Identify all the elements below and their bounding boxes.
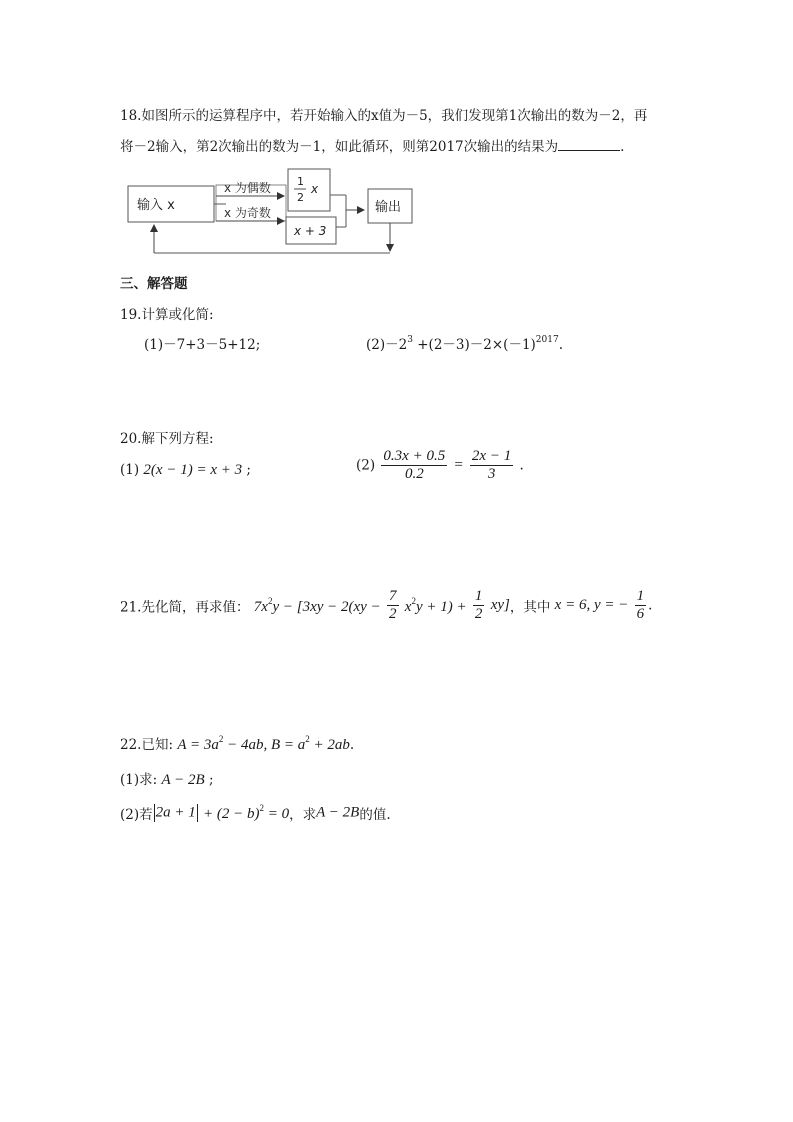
q22-def-c: + 2ab [313, 737, 350, 753]
q20-part2-right-num: 2x − 1 [471, 448, 512, 464]
q19-title: 19.计算或化简: [120, 307, 214, 323]
odd-label: x 为奇数 [224, 206, 271, 220]
q20-part2 [356, 448, 524, 483]
q21-f1-num: 7 [389, 588, 397, 604]
q21-fraction-7-2 [387, 588, 399, 623]
q20-part2-right-den: 3 [487, 466, 496, 482]
q22-title [120, 733, 354, 754]
q22-part2-expr: A − 2B [316, 804, 360, 821]
q21-f2-den: 2 [474, 606, 483, 622]
q22-def-b: − 4ab, B = a [227, 737, 306, 753]
answer-blank[interactable] [558, 136, 620, 151]
q20-part1-eq: 2(x − 1) = x + 3 [143, 462, 243, 478]
q21-line [120, 588, 652, 623]
q21-f1-den: 2 [389, 606, 397, 622]
q21-f3-num: 1 [636, 588, 645, 604]
section-title: 三、解答题 [120, 276, 188, 292]
q20-part2-label: (2) [356, 457, 376, 474]
q22-part2-abs: 2a + 1 [155, 804, 196, 821]
q21-e4: y + 1) + [415, 598, 467, 615]
q21-e2: y − [3xy − 2(xy − [272, 598, 381, 615]
q22-def-a: A = 3a [177, 737, 219, 753]
q20-part2-equals: = [453, 457, 464, 473]
q20-part1-end: ; [246, 462, 251, 478]
plus3-label: x + 3 [294, 224, 327, 238]
q19-part2-a: (2)－2 [366, 337, 408, 353]
input-box-label: 输入 x [137, 198, 175, 213]
q22-part1-end: ; [208, 772, 214, 788]
q22-part1-expr: A − 2B [161, 772, 205, 788]
q19-part2-exp1: 3 [407, 335, 413, 345]
q22-def-b-sup: 2 [305, 734, 310, 744]
half-num: 1 [297, 175, 304, 188]
q21-expr-part1 [253, 595, 381, 615]
q18-line2 [120, 135, 624, 155]
q19-part2-exp2: 2017 [535, 335, 559, 345]
output-box-label: 输出 [375, 200, 402, 215]
q18-line2-text: 将－2输入，第2次输出的数为－1，如此循环，则第2017次输出的结果为 [120, 139, 559, 155]
program-flowchart [118, 165, 418, 260]
q22-definitions [177, 734, 350, 753]
q22-part2-b: + (2 − b) [203, 806, 260, 822]
q19-part1: (1)－7+3－5+12; [144, 337, 261, 353]
abs-bar-right [197, 804, 198, 822]
q22-part1 [120, 768, 214, 789]
q18-line2-end: . [620, 139, 625, 155]
q22-part2-end: 的值. [359, 807, 391, 823]
q18-line1: 18.如图所示的运算程序中，若开始输入的x值为－5，我们发现第1次输出的数为－2，再 [120, 108, 648, 124]
q21-end: . [648, 597, 653, 614]
q20-part2-right-fraction [470, 448, 513, 483]
q21-e3: x [404, 598, 412, 615]
q21-expr-part2 [404, 595, 467, 615]
q19-part2-end: . [558, 337, 563, 353]
q21-fraction-1-2 [473, 588, 485, 623]
q22-title-prefix: 22.已知: [120, 737, 174, 753]
half-var: x [311, 182, 319, 196]
q22-part1-label: (1)求: [120, 772, 158, 788]
q19-part2-b: +(2－3)－2×(－1) [417, 337, 536, 353]
q22-def-a-sup: 2 [218, 734, 224, 744]
q20-title: 20.解下列方程: [120, 431, 214, 447]
q22-part2 [120, 803, 391, 823]
q20-part2-left-num: 0.3x + 0.5 [383, 448, 446, 464]
q22-part2-label: (2)若 [120, 807, 153, 823]
q20-part2-left-fraction [381, 448, 447, 483]
q20-part2-left-den: 0.2 [404, 466, 424, 482]
q21-e3-sup: 2 [411, 595, 416, 606]
q22-def-end: . [349, 737, 355, 753]
q20-part1-label: (1) [120, 462, 140, 478]
half-den: 2 [297, 191, 304, 204]
q19-part2 [366, 333, 563, 353]
q21-fraction-1-6 [635, 588, 647, 623]
q20-part2-end: . [519, 457, 524, 474]
q21-cond: x = 6, y = − [554, 597, 629, 613]
q22-part2-mid: ，求 [289, 807, 317, 823]
q20-part1 [120, 462, 251, 479]
q22-part2-expr-b [203, 803, 290, 822]
abs-bar-left [154, 804, 155, 822]
even-label: x 为偶数 [224, 181, 271, 195]
q21-mid: ，其中 [509, 599, 551, 616]
q21-f3-den: 6 [636, 606, 645, 622]
q21-e5: xy] [490, 597, 510, 613]
q22-part2-sup: 2 [259, 803, 265, 813]
q21-e1-sup: 2 [267, 595, 273, 606]
half-box [288, 169, 330, 211]
q21-e1: 7x [253, 598, 268, 615]
q21-f2-num: 1 [474, 588, 483, 604]
q22-part2-c: = 0 [267, 806, 290, 822]
q21-prefix: 21.先化简，再求值： [120, 599, 250, 616]
